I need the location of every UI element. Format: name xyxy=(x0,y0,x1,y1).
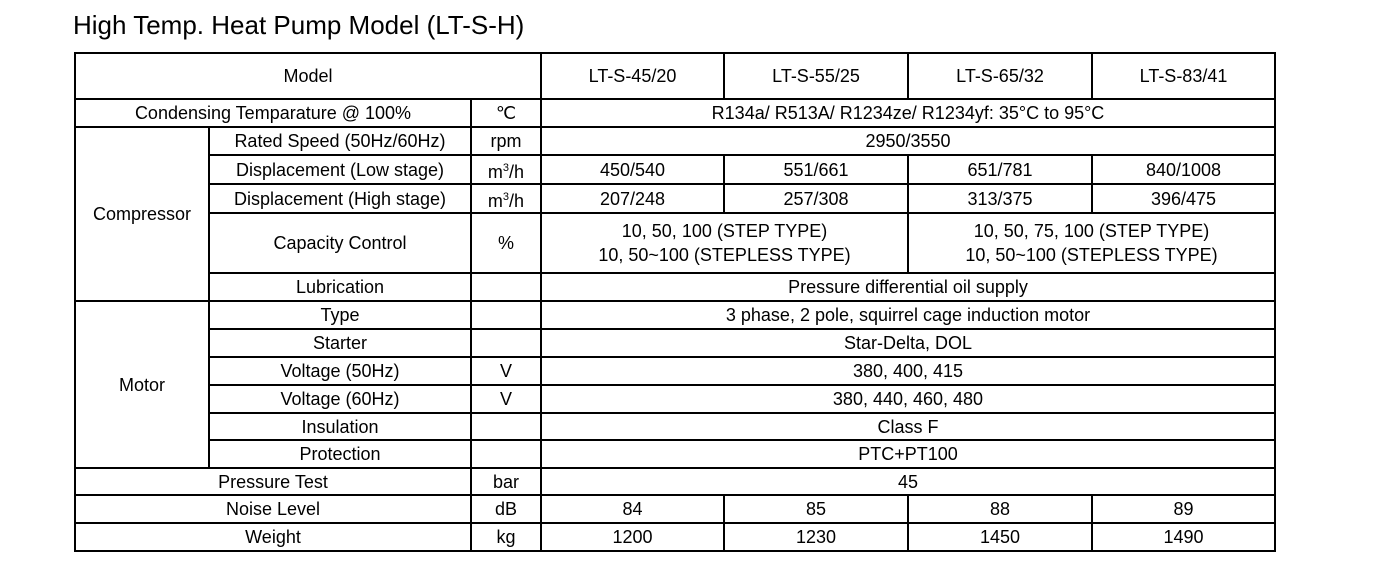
value-cell: 651/781 xyxy=(908,155,1092,184)
value-cell: 84 xyxy=(541,495,724,523)
condensing-row xyxy=(75,99,1275,127)
unit-superscript: 3 xyxy=(502,161,510,174)
value-cell: 3 phase, 2 pole, squirrel cage induction motor xyxy=(541,301,1275,329)
value-cell: 380, 400, 415 xyxy=(541,357,1275,385)
value-cell: Star-Delta, DOL xyxy=(541,329,1275,357)
model-name: LT-S-45/20 xyxy=(541,53,724,99)
unit-cell: rpm xyxy=(471,127,541,155)
row-label: Displacement (High stage) xyxy=(209,184,471,213)
motor-group-label: Motor xyxy=(75,301,209,468)
spec-table xyxy=(74,52,1276,552)
insulation-row xyxy=(75,413,1275,440)
unit-cell xyxy=(471,273,541,301)
model-name: LT-S-83/41 xyxy=(1092,53,1275,99)
unit-cell: % xyxy=(471,213,541,273)
motor-type-row xyxy=(75,301,1275,329)
starter-row xyxy=(75,329,1275,357)
model-label: Model xyxy=(75,53,541,99)
value-cell: 85 xyxy=(724,495,908,523)
value-cell: Class F xyxy=(541,413,1275,440)
value-cell: 313/375 xyxy=(908,184,1092,213)
unit-cell xyxy=(471,301,541,329)
row-label: Lubrication xyxy=(209,273,471,301)
unit-cell: V xyxy=(471,357,541,385)
value-cell: 1490 xyxy=(1092,523,1275,551)
displacement-high-row xyxy=(75,184,1275,213)
unit-superscript: 3 xyxy=(502,190,510,203)
value-cell: 380, 440, 460, 480 xyxy=(541,385,1275,413)
value-cell: 1230 xyxy=(724,523,908,551)
capacity-line: 10, 50~100 (STEPLESS TYPE) xyxy=(598,245,851,265)
unit-cell xyxy=(471,329,541,357)
capacity-value-right xyxy=(908,213,1275,273)
value-cell: 257/308 xyxy=(724,184,908,213)
row-label: Type xyxy=(209,301,471,329)
capacity-value-left xyxy=(541,213,908,273)
header-row xyxy=(75,53,1275,99)
value-cell: 1200 xyxy=(541,523,724,551)
compressor-group-label: Compressor xyxy=(75,127,209,301)
page-title: High Temp. Heat Pump Model (LT-S-H) xyxy=(73,10,525,40)
value-cell: 45 xyxy=(541,468,1275,495)
unit-base: m xyxy=(487,161,503,182)
row-label: Weight xyxy=(75,523,471,551)
lubrication-row xyxy=(75,273,1275,301)
unit-cell: kg xyxy=(471,523,541,551)
model-name: LT-S-65/32 xyxy=(908,53,1092,99)
row-label: Displacement (Low stage) xyxy=(209,155,471,184)
value-cell: 207/248 xyxy=(541,184,724,213)
unit-base: m xyxy=(487,190,503,211)
capacity-line: 10, 50, 100 (STEP TYPE) xyxy=(621,221,828,241)
unit-cell: ℃ xyxy=(471,99,541,127)
value-cell: 88 xyxy=(908,495,1092,523)
row-label: Insulation xyxy=(209,413,471,440)
voltage-50hz-row xyxy=(75,357,1275,385)
value-cell: 840/1008 xyxy=(1092,155,1275,184)
value-cell: 2950/3550 xyxy=(541,127,1275,155)
rated-speed-row xyxy=(75,127,1275,155)
weight-row xyxy=(75,523,1275,551)
voltage-60hz-row xyxy=(75,385,1275,413)
unit-cell: dB xyxy=(471,495,541,523)
value-cell: 396/475 xyxy=(1092,184,1275,213)
pressure-test-row xyxy=(75,468,1275,495)
unit-tail: /h xyxy=(509,161,525,182)
row-label: Noise Level xyxy=(75,495,471,523)
row-label: Rated Speed (50Hz/60Hz) xyxy=(209,127,471,155)
row-label: Starter xyxy=(209,329,471,357)
unit-cell: bar xyxy=(471,468,541,495)
value-cell: 450/540 xyxy=(541,155,724,184)
row-label: Capacity Control xyxy=(209,213,471,273)
row-label: Voltage (50Hz) xyxy=(209,357,471,385)
unit-cell xyxy=(471,184,541,213)
value-cell: 89 xyxy=(1092,495,1275,523)
row-label: Voltage (60Hz) xyxy=(209,385,471,413)
value-cell: 1450 xyxy=(908,523,1092,551)
unit-cell: V xyxy=(471,385,541,413)
unit-cell xyxy=(471,413,541,440)
value-cell: Pressure differential oil supply xyxy=(541,273,1275,301)
protection-row xyxy=(75,440,1275,468)
row-label: Protection xyxy=(209,440,471,468)
noise-level-row xyxy=(75,495,1275,523)
model-name: LT-S-55/25 xyxy=(724,53,908,99)
value-cell: 551/661 xyxy=(724,155,908,184)
unit-tail: /h xyxy=(509,190,525,211)
value-cell: R134a/ R513A/ R1234ze/ R1234yf: 35°C to 95°C xyxy=(541,99,1275,127)
capacity-control-row xyxy=(75,213,1275,273)
unit-cell xyxy=(471,440,541,468)
capacity-line: 10, 50~100 (STEPLESS TYPE) xyxy=(965,245,1218,265)
row-label: Condensing Temparature @ 100% xyxy=(75,99,471,127)
capacity-line: 10, 50, 75, 100 (STEP TYPE) xyxy=(973,221,1210,241)
row-label: Pressure Test xyxy=(75,468,471,495)
unit-cell xyxy=(471,155,541,184)
displacement-low-row xyxy=(75,155,1275,184)
value-cell: PTC+PT100 xyxy=(541,440,1275,468)
